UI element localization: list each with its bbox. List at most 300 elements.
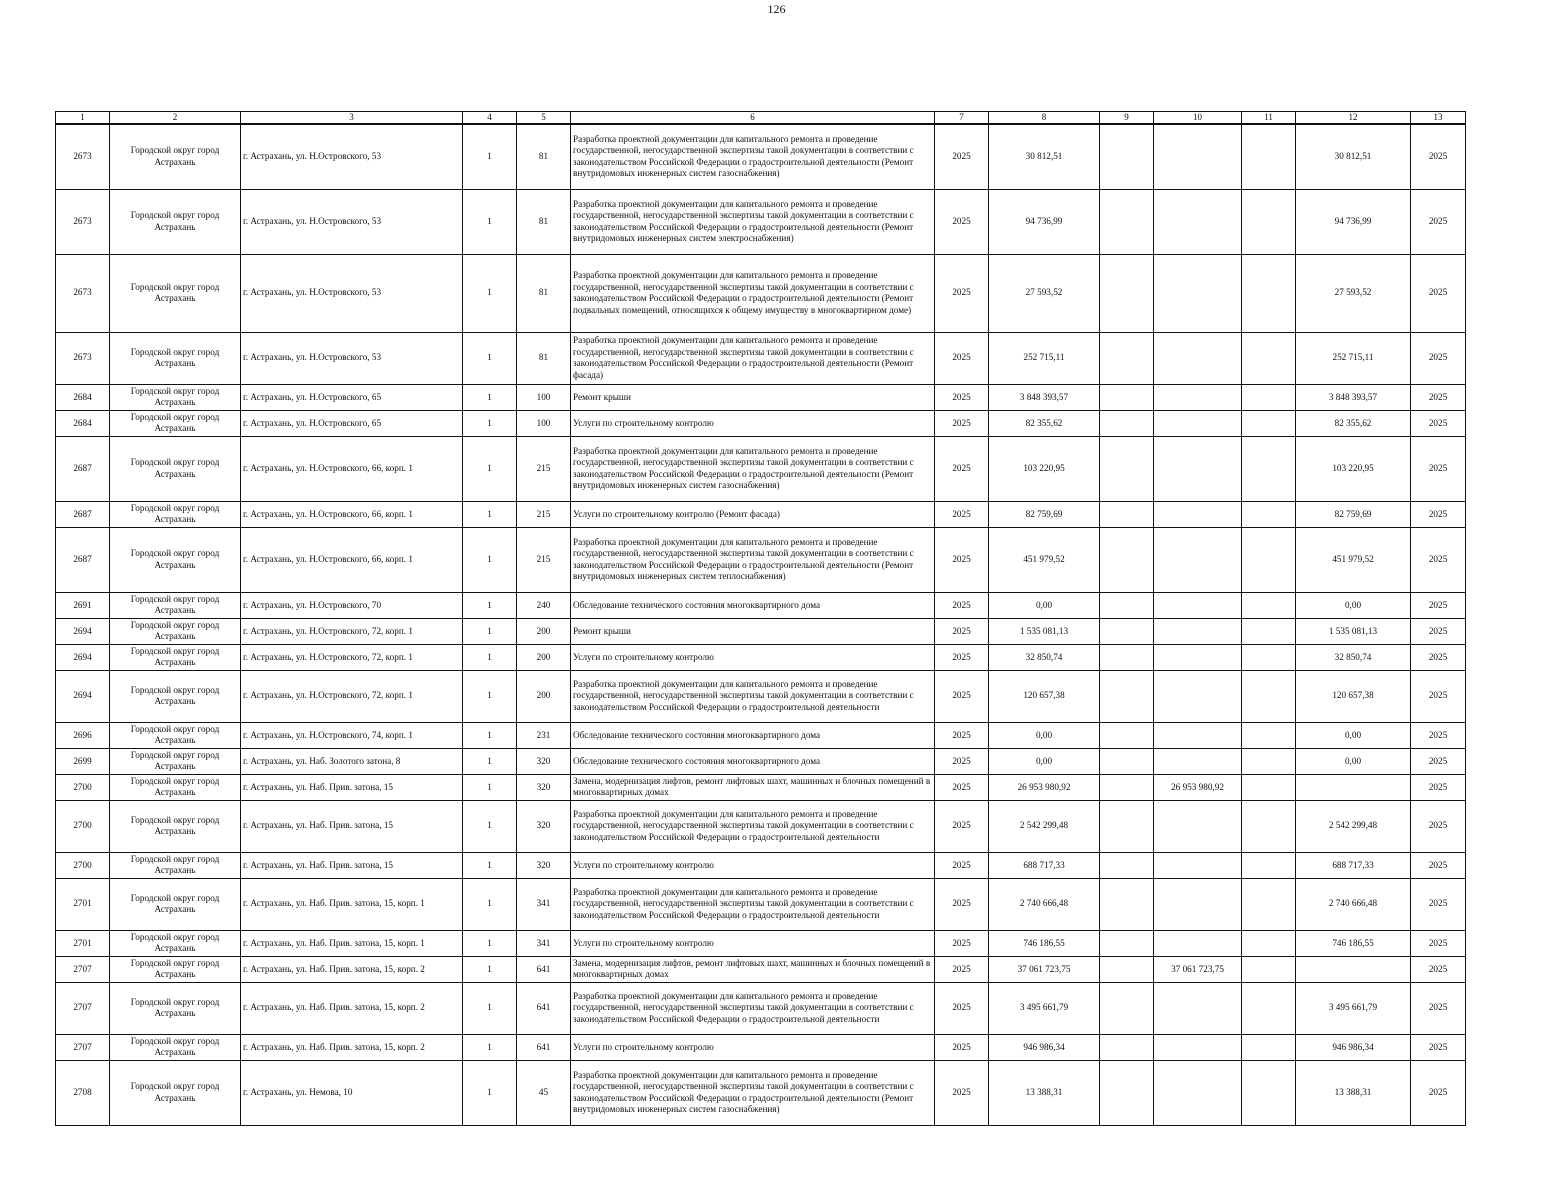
amount-col12: 1 535 081,13 (1296, 618, 1411, 644)
count-col4: 1 (463, 527, 517, 592)
amount-col10 (1154, 852, 1242, 878)
column-number: 8 (989, 112, 1100, 125)
amount-col11 (1242, 800, 1296, 852)
amount-col10 (1154, 1060, 1242, 1125)
work-description: Услуги по строительному контролю (571, 410, 935, 436)
count-col5: 100 (517, 410, 571, 436)
count-col5: 231 (517, 722, 571, 748)
table-row (56, 592, 1466, 618)
work-description: Услуги по строительному контролю (571, 644, 935, 670)
row-number: 2701 (56, 930, 110, 956)
amount-col9 (1100, 722, 1154, 748)
year-col13: 2025 (1411, 982, 1466, 1034)
work-description: Разработка проектной документации для капитального ремонта и проведение государственной, негосударственной экспертизы такой документации в соответствии с законодательством Российской Федерации о градостроительной деятельности (571, 670, 935, 722)
amount-col12: 0,00 (1296, 592, 1411, 618)
count-col4: 1 (463, 1060, 517, 1125)
work-description: Разработка проектной документации для капитального ремонта и проведение государственной, негосударственной экспертизы такой документации в соответствии с законодательством Российской Федерации о градостроительной деятельности (Ремонт внутридомовых инженерных систем газоснабжения) (571, 1060, 935, 1125)
amount-col10 (1154, 436, 1242, 501)
amount-col9 (1100, 254, 1154, 332)
row-number: 2673 (56, 332, 110, 384)
year-col7: 2025 (935, 748, 989, 774)
amount-col9 (1100, 930, 1154, 956)
municipality: Городской округ город Астрахань (110, 410, 241, 436)
work-description: Замена, модернизация лифтов, ремонт лифтовых шахт, машинных и блочных помещений в многоквартирных домах (571, 956, 935, 982)
count-col5: 81 (517, 189, 571, 254)
count-col5: 81 (517, 124, 571, 189)
municipality: Городской округ город Астрахань (110, 852, 241, 878)
year-col13: 2025 (1411, 384, 1466, 410)
table-row (56, 189, 1466, 254)
work-description: Разработка проектной документации для капитального ремонта и проведение государственной, негосударственной экспертизы такой документации в соответствии с законодательством Российской Федерации о градостроительной деятельности (571, 878, 935, 930)
year-col7: 2025 (935, 982, 989, 1034)
page-number: 126 (767, 2, 786, 16)
amount-col12: 30 812,51 (1296, 124, 1411, 189)
year-col13: 2025 (1411, 748, 1466, 774)
row-number: 2694 (56, 644, 110, 670)
total-cost: 3 848 393,57 (989, 384, 1100, 410)
amount-col10 (1154, 501, 1242, 527)
amount-col10 (1154, 124, 1242, 189)
amount-col12 (1296, 774, 1411, 800)
total-cost: 30 812,51 (989, 124, 1100, 189)
table-row (56, 618, 1466, 644)
year-col7: 2025 (935, 644, 989, 670)
total-cost: 252 715,11 (989, 332, 1100, 384)
column-number: 3 (241, 112, 463, 125)
amount-col11 (1242, 1060, 1296, 1125)
row-number: 2707 (56, 982, 110, 1034)
row-number: 2673 (56, 189, 110, 254)
amount-col9 (1100, 1060, 1154, 1125)
amount-col12: 3 848 393,57 (1296, 384, 1411, 410)
total-cost: 746 186,55 (989, 930, 1100, 956)
municipality: Городской округ город Астрахань (110, 501, 241, 527)
count-col5: 215 (517, 436, 571, 501)
count-col4: 1 (463, 930, 517, 956)
count-col5: 320 (517, 774, 571, 800)
municipality: Городской округ город Астрахань (110, 436, 241, 501)
table-row (56, 527, 1466, 592)
year-col13: 2025 (1411, 722, 1466, 748)
year-col7: 2025 (935, 1060, 989, 1125)
year-col13: 2025 (1411, 670, 1466, 722)
year-col7: 2025 (935, 878, 989, 930)
column-number: 4 (463, 112, 517, 125)
amount-col10 (1154, 527, 1242, 592)
total-cost: 82 355,62 (989, 410, 1100, 436)
amount-col11 (1242, 592, 1296, 618)
row-number: 2687 (56, 527, 110, 592)
count-col5: 320 (517, 800, 571, 852)
table-row (56, 670, 1466, 722)
municipality: Городской округ город Астрахань (110, 982, 241, 1034)
count-col5: 200 (517, 644, 571, 670)
count-col5: 341 (517, 878, 571, 930)
total-cost: 26 953 980,92 (989, 774, 1100, 800)
amount-col11 (1242, 930, 1296, 956)
address: г. Астрахань, ул. Н.Островского, 66, корп. 1 (241, 436, 463, 501)
amount-col12: 120 657,38 (1296, 670, 1411, 722)
address: г. Астрахань, ул. Н.Островского, 66, корп. 1 (241, 527, 463, 592)
municipality: Городской округ город Астрахань (110, 800, 241, 852)
amount-col11 (1242, 670, 1296, 722)
row-number: 2694 (56, 618, 110, 644)
year-col7: 2025 (935, 774, 989, 800)
row-number: 2699 (56, 748, 110, 774)
column-number: 2 (110, 112, 241, 125)
year-col13: 2025 (1411, 878, 1466, 930)
amount-col9 (1100, 436, 1154, 501)
amount-col10 (1154, 254, 1242, 332)
amount-col9 (1100, 527, 1154, 592)
table-row (56, 852, 1466, 878)
year-col13: 2025 (1411, 436, 1466, 501)
year-col13: 2025 (1411, 618, 1466, 644)
work-description: Услуги по строительному контролю (Ремонт фасада) (571, 501, 935, 527)
address: г. Астрахань, ул. Н.Островского, 53 (241, 124, 463, 189)
column-number: 13 (1411, 112, 1466, 125)
year-col13: 2025 (1411, 930, 1466, 956)
total-cost: 451 979,52 (989, 527, 1100, 592)
table-row (56, 722, 1466, 748)
municipality: Городской округ город Астрахань (110, 189, 241, 254)
address: г. Астрахань, ул. Н.Островского, 72, корп. 1 (241, 618, 463, 644)
table-row (56, 436, 1466, 501)
year-col7: 2025 (935, 956, 989, 982)
total-cost: 3 495 661,79 (989, 982, 1100, 1034)
amount-col12: 13 388,31 (1296, 1060, 1411, 1125)
work-description: Услуги по строительному контролю (571, 852, 935, 878)
table-row (56, 332, 1466, 384)
municipality: Городской округ город Астрахань (110, 956, 241, 982)
municipality: Городской округ город Астрахань (110, 644, 241, 670)
amount-col10 (1154, 384, 1242, 410)
work-description: Разработка проектной документации для капитального ремонта и проведение государственной, негосударственной экспертизы такой документации в соответствии с законодательством Российской Федерации о градостроительной деятельности (Ремонт внутридомовых инженерных систем газоснабжения) (571, 124, 935, 189)
amount-col11 (1242, 852, 1296, 878)
year-col13: 2025 (1411, 501, 1466, 527)
address: г. Астрахань, ул. Наб. Прив. затона, 15 (241, 800, 463, 852)
amount-col10 (1154, 189, 1242, 254)
amount-col11 (1242, 254, 1296, 332)
row-number: 2696 (56, 722, 110, 748)
column-number: 10 (1154, 112, 1242, 125)
amount-col12: 2 542 299,48 (1296, 800, 1411, 852)
total-cost: 27 593,52 (989, 254, 1100, 332)
count-col5: 81 (517, 254, 571, 332)
amount-col11 (1242, 878, 1296, 930)
total-cost: 688 717,33 (989, 852, 1100, 878)
work-description: Обследование технического состояния многоквартирного дома (571, 748, 935, 774)
amount-col12: 82 355,62 (1296, 410, 1411, 436)
amount-col9 (1100, 982, 1154, 1034)
amount-col12: 3 495 661,79 (1296, 982, 1411, 1034)
year-col13: 2025 (1411, 254, 1466, 332)
address: г. Астрахань, ул. Н.Островского, 53 (241, 332, 463, 384)
amount-col10 (1154, 748, 1242, 774)
count-col5: 215 (517, 501, 571, 527)
address: г. Астрахань, ул. Н.Островского, 65 (241, 410, 463, 436)
address: г. Астрахань, ул. Немова, 10 (241, 1060, 463, 1125)
year-col13: 2025 (1411, 592, 1466, 618)
amount-col9 (1100, 618, 1154, 644)
amount-col11 (1242, 384, 1296, 410)
address: г. Астрахань, ул. Наб. Прив. затона, 15 (241, 774, 463, 800)
amount-col11 (1242, 982, 1296, 1034)
count-col4: 1 (463, 644, 517, 670)
count-col5: 641 (517, 956, 571, 982)
total-cost: 1 535 081,13 (989, 618, 1100, 644)
amount-col10 (1154, 618, 1242, 644)
count-col4: 1 (463, 332, 517, 384)
address: г. Астрахань, ул. Н.Островского, 72, корп. 1 (241, 644, 463, 670)
table-row (56, 410, 1466, 436)
amount-col9 (1100, 852, 1154, 878)
municipality: Городской округ город Астрахань (110, 722, 241, 748)
year-col7: 2025 (935, 930, 989, 956)
amount-col12: 252 715,11 (1296, 332, 1411, 384)
table-row (56, 748, 1466, 774)
address: г. Астрахань, ул. Н.Островского, 53 (241, 189, 463, 254)
amount-col10 (1154, 410, 1242, 436)
year-col7: 2025 (935, 254, 989, 332)
amount-col12: 0,00 (1296, 748, 1411, 774)
table-row (56, 1060, 1466, 1125)
row-number: 2673 (56, 124, 110, 189)
amount-col11 (1242, 774, 1296, 800)
amount-col11 (1242, 436, 1296, 501)
work-description: Разработка проектной документации для капитального ремонта и проведение государственной, негосударственной экспертизы такой документации в соответствии с законодательством Российской Федерации о градостроительной деятельности (Ремонт подвальных помещений, относящихся к общему имуществу в многоквартирном доме) (571, 254, 935, 332)
count-col5: 641 (517, 982, 571, 1034)
year-col7: 2025 (935, 501, 989, 527)
total-cost: 32 850,74 (989, 644, 1100, 670)
municipality: Городской округ город Астрахань (110, 124, 241, 189)
amount-col12: 451 979,52 (1296, 527, 1411, 592)
table-row (56, 956, 1466, 982)
amount-col12: 27 593,52 (1296, 254, 1411, 332)
address: г. Астрахань, ул. Наб. Прив. затона, 15, корп. 2 (241, 1034, 463, 1060)
amount-col12: 688 717,33 (1296, 852, 1411, 878)
municipality: Городской округ город Астрахань (110, 527, 241, 592)
amount-col9 (1100, 670, 1154, 722)
amount-col9 (1100, 592, 1154, 618)
count-col4: 1 (463, 852, 517, 878)
year-col13: 2025 (1411, 644, 1466, 670)
year-col13: 2025 (1411, 800, 1466, 852)
amount-col9 (1100, 748, 1154, 774)
municipality: Городской округ город Астрахань (110, 670, 241, 722)
table-row (56, 1034, 1466, 1060)
year-col7: 2025 (935, 592, 989, 618)
municipality: Городской округ город Астрахань (110, 618, 241, 644)
amount-col11 (1242, 956, 1296, 982)
count-col4: 1 (463, 878, 517, 930)
work-description: Разработка проектной документации для капитального ремонта и проведение государственной, негосударственной экспертизы такой документации в соответствии с законодательством Российской Федерации о градостроительной деятельности (Ремонт внутридомовых инженерных систем газоснабжения) (571, 436, 935, 501)
row-number: 2687 (56, 436, 110, 501)
count-col5: 240 (517, 592, 571, 618)
year-col13: 2025 (1411, 527, 1466, 592)
municipality: Городской округ город Астрахань (110, 254, 241, 332)
amount-col11 (1242, 527, 1296, 592)
count-col4: 1 (463, 748, 517, 774)
amount-col11 (1242, 410, 1296, 436)
amount-col10 (1154, 644, 1242, 670)
year-col7: 2025 (935, 527, 989, 592)
year-col7: 2025 (935, 410, 989, 436)
amount-col10 (1154, 670, 1242, 722)
row-number: 2700 (56, 800, 110, 852)
work-description: Услуги по строительному контролю (571, 930, 935, 956)
year-col7: 2025 (935, 670, 989, 722)
work-description: Обследование технического состояния многоквартирного дома (571, 722, 935, 748)
year-col13: 2025 (1411, 1034, 1466, 1060)
amount-col9 (1100, 501, 1154, 527)
municipality: Городской округ город Астрахань (110, 930, 241, 956)
count-col4: 1 (463, 956, 517, 982)
count-col4: 1 (463, 124, 517, 189)
total-cost: 2 740 666,48 (989, 878, 1100, 930)
year-col7: 2025 (935, 852, 989, 878)
amount-col10: 37 061 723,75 (1154, 956, 1242, 982)
total-cost: 103 220,95 (989, 436, 1100, 501)
municipality: Городской округ город Астрахань (110, 592, 241, 618)
program-table (55, 111, 1466, 1126)
amount-col9 (1100, 1034, 1154, 1060)
work-description: Ремонт крыши (571, 618, 935, 644)
amount-col12: 82 759,69 (1296, 501, 1411, 527)
count-col4: 1 (463, 384, 517, 410)
row-number: 2684 (56, 384, 110, 410)
address: г. Астрахань, ул. Н.Островского, 70 (241, 592, 463, 618)
work-description: Разработка проектной документации для капитального ремонта и проведение государственной, негосударственной экспертизы такой документации в соответствии с законодательством Российской Федерации о градостроительной деятельности (571, 982, 935, 1034)
address: г. Астрахань, ул. Н.Островского, 66, корп. 1 (241, 501, 463, 527)
amount-col12 (1296, 956, 1411, 982)
amount-col11 (1242, 124, 1296, 189)
column-number: 6 (571, 112, 935, 125)
municipality: Городской округ город Астрахань (110, 774, 241, 800)
amount-col9 (1100, 124, 1154, 189)
table-row (56, 930, 1466, 956)
total-cost: 2 542 299,48 (989, 800, 1100, 852)
address: г. Астрахань, ул. Наб. Прив. затона, 15 (241, 852, 463, 878)
row-number: 2691 (56, 592, 110, 618)
amount-col11 (1242, 722, 1296, 748)
year-col13: 2025 (1411, 852, 1466, 878)
row-number: 2694 (56, 670, 110, 722)
table-row (56, 644, 1466, 670)
column-number: 11 (1242, 112, 1296, 125)
count-col5: 320 (517, 852, 571, 878)
row-number: 2708 (56, 1060, 110, 1125)
address: г. Астрахань, ул. Н.Островского, 65 (241, 384, 463, 410)
year-col7: 2025 (935, 332, 989, 384)
year-col7: 2025 (935, 124, 989, 189)
amount-col11 (1242, 618, 1296, 644)
amount-col9 (1100, 800, 1154, 852)
table-row (56, 878, 1466, 930)
municipality: Городской округ город Астрахань (110, 384, 241, 410)
amount-col9 (1100, 189, 1154, 254)
count-col4: 1 (463, 592, 517, 618)
count-col5: 81 (517, 332, 571, 384)
address: г. Астрахань, ул. Наб. Прив. затона, 15, корп. 2 (241, 982, 463, 1034)
year-col13: 2025 (1411, 189, 1466, 254)
count-col4: 1 (463, 189, 517, 254)
year-col13: 2025 (1411, 124, 1466, 189)
total-cost: 0,00 (989, 592, 1100, 618)
count-col4: 1 (463, 800, 517, 852)
count-col4: 1 (463, 410, 517, 436)
amount-col12: 103 220,95 (1296, 436, 1411, 501)
count-col5: 45 (517, 1060, 571, 1125)
table-row (56, 982, 1466, 1034)
row-number: 2687 (56, 501, 110, 527)
municipality: Городской округ город Астрахань (110, 332, 241, 384)
amount-col11 (1242, 189, 1296, 254)
count-col4: 1 (463, 254, 517, 332)
table-row (56, 124, 1466, 189)
amount-col9 (1100, 644, 1154, 670)
amount-col10 (1154, 332, 1242, 384)
count-col5: 200 (517, 618, 571, 644)
row-number: 2700 (56, 774, 110, 800)
table-row (56, 254, 1466, 332)
count-col5: 200 (517, 670, 571, 722)
table-row (56, 384, 1466, 410)
work-description: Разработка проектной документации для капитального ремонта и проведение государственной, негосударственной экспертизы такой документации в соответствии с законодательством Российской Федерации о градостроительной деятельности (Ремонт внутридомовых инженерных систем теплоснабжения) (571, 527, 935, 592)
amount-col12: 32 850,74 (1296, 644, 1411, 670)
count-col4: 1 (463, 774, 517, 800)
amount-col10 (1154, 722, 1242, 748)
total-cost: 0,00 (989, 722, 1100, 748)
total-cost: 94 736,99 (989, 189, 1100, 254)
row-number: 2684 (56, 410, 110, 436)
count-col4: 1 (463, 618, 517, 644)
year-col7: 2025 (935, 800, 989, 852)
amount-col10 (1154, 1034, 1242, 1060)
year-col13: 2025 (1411, 956, 1466, 982)
amount-col11 (1242, 501, 1296, 527)
work-description: Услуги по строительному контролю (571, 1034, 935, 1060)
count-col5: 100 (517, 384, 571, 410)
address: г. Астрахань, ул. Н.Островского, 72, корп. 1 (241, 670, 463, 722)
count-col4: 1 (463, 722, 517, 748)
year-col13: 2025 (1411, 332, 1466, 384)
municipality: Городской округ город Астрахань (110, 878, 241, 930)
address: г. Астрахань, ул. Наб. Прив. затона, 15, корп. 1 (241, 930, 463, 956)
amount-col10 (1154, 930, 1242, 956)
count-col4: 1 (463, 982, 517, 1034)
year-col7: 2025 (935, 436, 989, 501)
total-cost: 13 388,31 (989, 1060, 1100, 1125)
row-number: 2707 (56, 1034, 110, 1060)
year-col13: 2025 (1411, 1060, 1466, 1125)
year-col7: 2025 (935, 189, 989, 254)
amount-col10 (1154, 800, 1242, 852)
year-col7: 2025 (935, 384, 989, 410)
amount-col10 (1154, 878, 1242, 930)
municipality: Городской округ город Астрахань (110, 748, 241, 774)
work-description: Ремонт крыши (571, 384, 935, 410)
count-col5: 641 (517, 1034, 571, 1060)
work-description: Разработка проектной документации для капитального ремонта и проведение государственной, негосударственной экспертизы такой документации в соответствии с законодательством Российской Федерации о градостроительной деятельности (571, 800, 935, 852)
amount-col9 (1100, 774, 1154, 800)
column-number: 9 (1100, 112, 1154, 125)
column-number: 5 (517, 112, 571, 125)
municipality: Городской округ город Астрахань (110, 1034, 241, 1060)
count-col5: 320 (517, 748, 571, 774)
table-row (56, 501, 1466, 527)
municipality: Городской округ город Астрахань (110, 1060, 241, 1125)
